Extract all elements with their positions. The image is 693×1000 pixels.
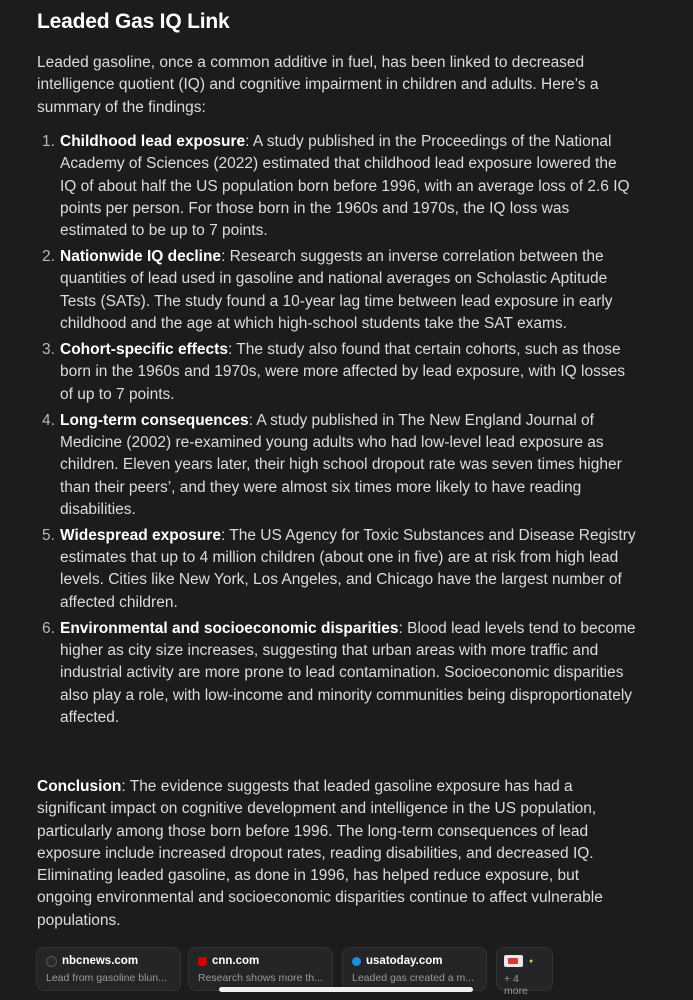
list-number: 3. (42, 341, 55, 359)
finding-heading: Long-term consequences (60, 411, 249, 429)
source-card-nbcnews[interactable] (36, 947, 181, 991)
source-thumbnail-icon: ● (529, 957, 534, 965)
list-item (37, 618, 637, 729)
page-title: Leaded Gas IQ Link (37, 10, 230, 33)
home-indicator[interactable] (219, 987, 473, 992)
list-item (37, 339, 637, 406)
source-domain: nbcnews.com (62, 955, 139, 967)
list-number: 4. (42, 411, 55, 429)
finding-text: : The US Agency for Toxic Substances and Disease Registry estimates that up to 4 million children (about one in five) are at risk from high lead levels. Cities like New York, Los Angeles, and Chicago have the largest number of affected children. (60, 526, 636, 611)
finding-text: : The study also found that certain cohorts, such as those born in the 1960s and 1970s, were more affected by lead exposure, with IQ losses of up to 7 points. (60, 341, 625, 403)
list-item (37, 410, 637, 521)
cnn-logo-icon (198, 957, 207, 966)
source-domain: cnn.com (212, 955, 260, 967)
finding-text: : A study published in the Proceedings of the National Academy of Sciences (2022) estimated that childhood lead exposure lowered the IQ of about half the US population born before 1996, with an average loss of 2.6 IQ points per person. For those born in the 1960s and 1970s, the IQ loss was estimated to be up to 7 points. (60, 133, 630, 240)
source-domain-row (46, 955, 171, 967)
findings-list (37, 131, 637, 733)
list-number: 5. (42, 526, 55, 544)
list-number: 1. (42, 133, 55, 150)
finding-text: : Research suggests an inverse correlation between the quantities of lead used in gasoline and national averages on Scholastic Aptitude Tests (SATs). The study found a 10-year lag time between lead exposure in early childhood and the age at which high-school students take the SAT exams. (60, 248, 613, 333)
conclusion-paragraph (37, 776, 637, 932)
source-title: Leaded gas created a m... (352, 972, 474, 984)
finding-heading: Cohort-specific effects (60, 341, 228, 359)
more-sources-button[interactable] (496, 947, 553, 997)
source-thumbnail-icon (504, 955, 523, 967)
list-number: 2. (42, 248, 55, 266)
source-title: Lead from gasoline blun... (46, 972, 167, 984)
source-card-cnn[interactable] (188, 947, 333, 991)
source-card-usatoday[interactable] (342, 947, 487, 991)
conclusion-label: Conclusion (37, 778, 122, 795)
finding-heading: Widespread exposure (60, 526, 221, 544)
finding-heading: Childhood lead exposure (60, 133, 246, 150)
list-number: 6. (42, 619, 55, 637)
usatoday-logo-icon (352, 957, 361, 966)
intro-paragraph: Leaded gasoline, once a common additive in fuel, has been linked to decreased intelligence quotient (IQ) and cognitive impairment in children and adults. Here’s a summary of the findings: (37, 54, 599, 116)
finding-text: : A study published in The New England Journal of Medicine (2002) re-examined young adults who had low-level lead exposure as children. Eleven years later, their high school dropout rate was seven times higher than their peers’, and they were almost six times more likely to have reading disabilities. (60, 411, 622, 518)
conclusion-text: : The evidence suggests that leaded gasoline exposure has had a significant impact on cognitive development and intelligence in the US population, particularly among those born before 1996. The long-term consequences of lead exposure include increased dropout rates, reading disabilities, and decreased IQ. Eliminating leaded gasoline, as done in 1996, has helped reduce exposure, but ongoing environmental and socioeconomic disparities continue to affect vulnerable populations. (37, 778, 603, 929)
finding-heading: Environmental and socioeconomic disparities (60, 619, 399, 637)
finding-text: : Blood lead levels tend to become higher as city size increases, suggesting that urban areas with more traffic and industrial activity are more prone to lead contamination. Socioeconomic disparities also play a role, with low-income and minority communities being disproportionately affected. (60, 619, 636, 726)
list-item (37, 246, 637, 335)
source-domain-row (198, 955, 323, 967)
source-domain: usatoday.com (366, 955, 443, 967)
finding-heading: Nationwide IQ decline (60, 248, 222, 266)
more-sources-thumbnails (504, 954, 545, 968)
source-title: Research shows more th... (198, 972, 323, 984)
list-item (37, 131, 637, 242)
list-item (37, 525, 637, 614)
more-sources-label: + 4 more (504, 973, 528, 997)
nbc-peacock-icon (46, 956, 57, 967)
source-domain-row (352, 955, 477, 967)
